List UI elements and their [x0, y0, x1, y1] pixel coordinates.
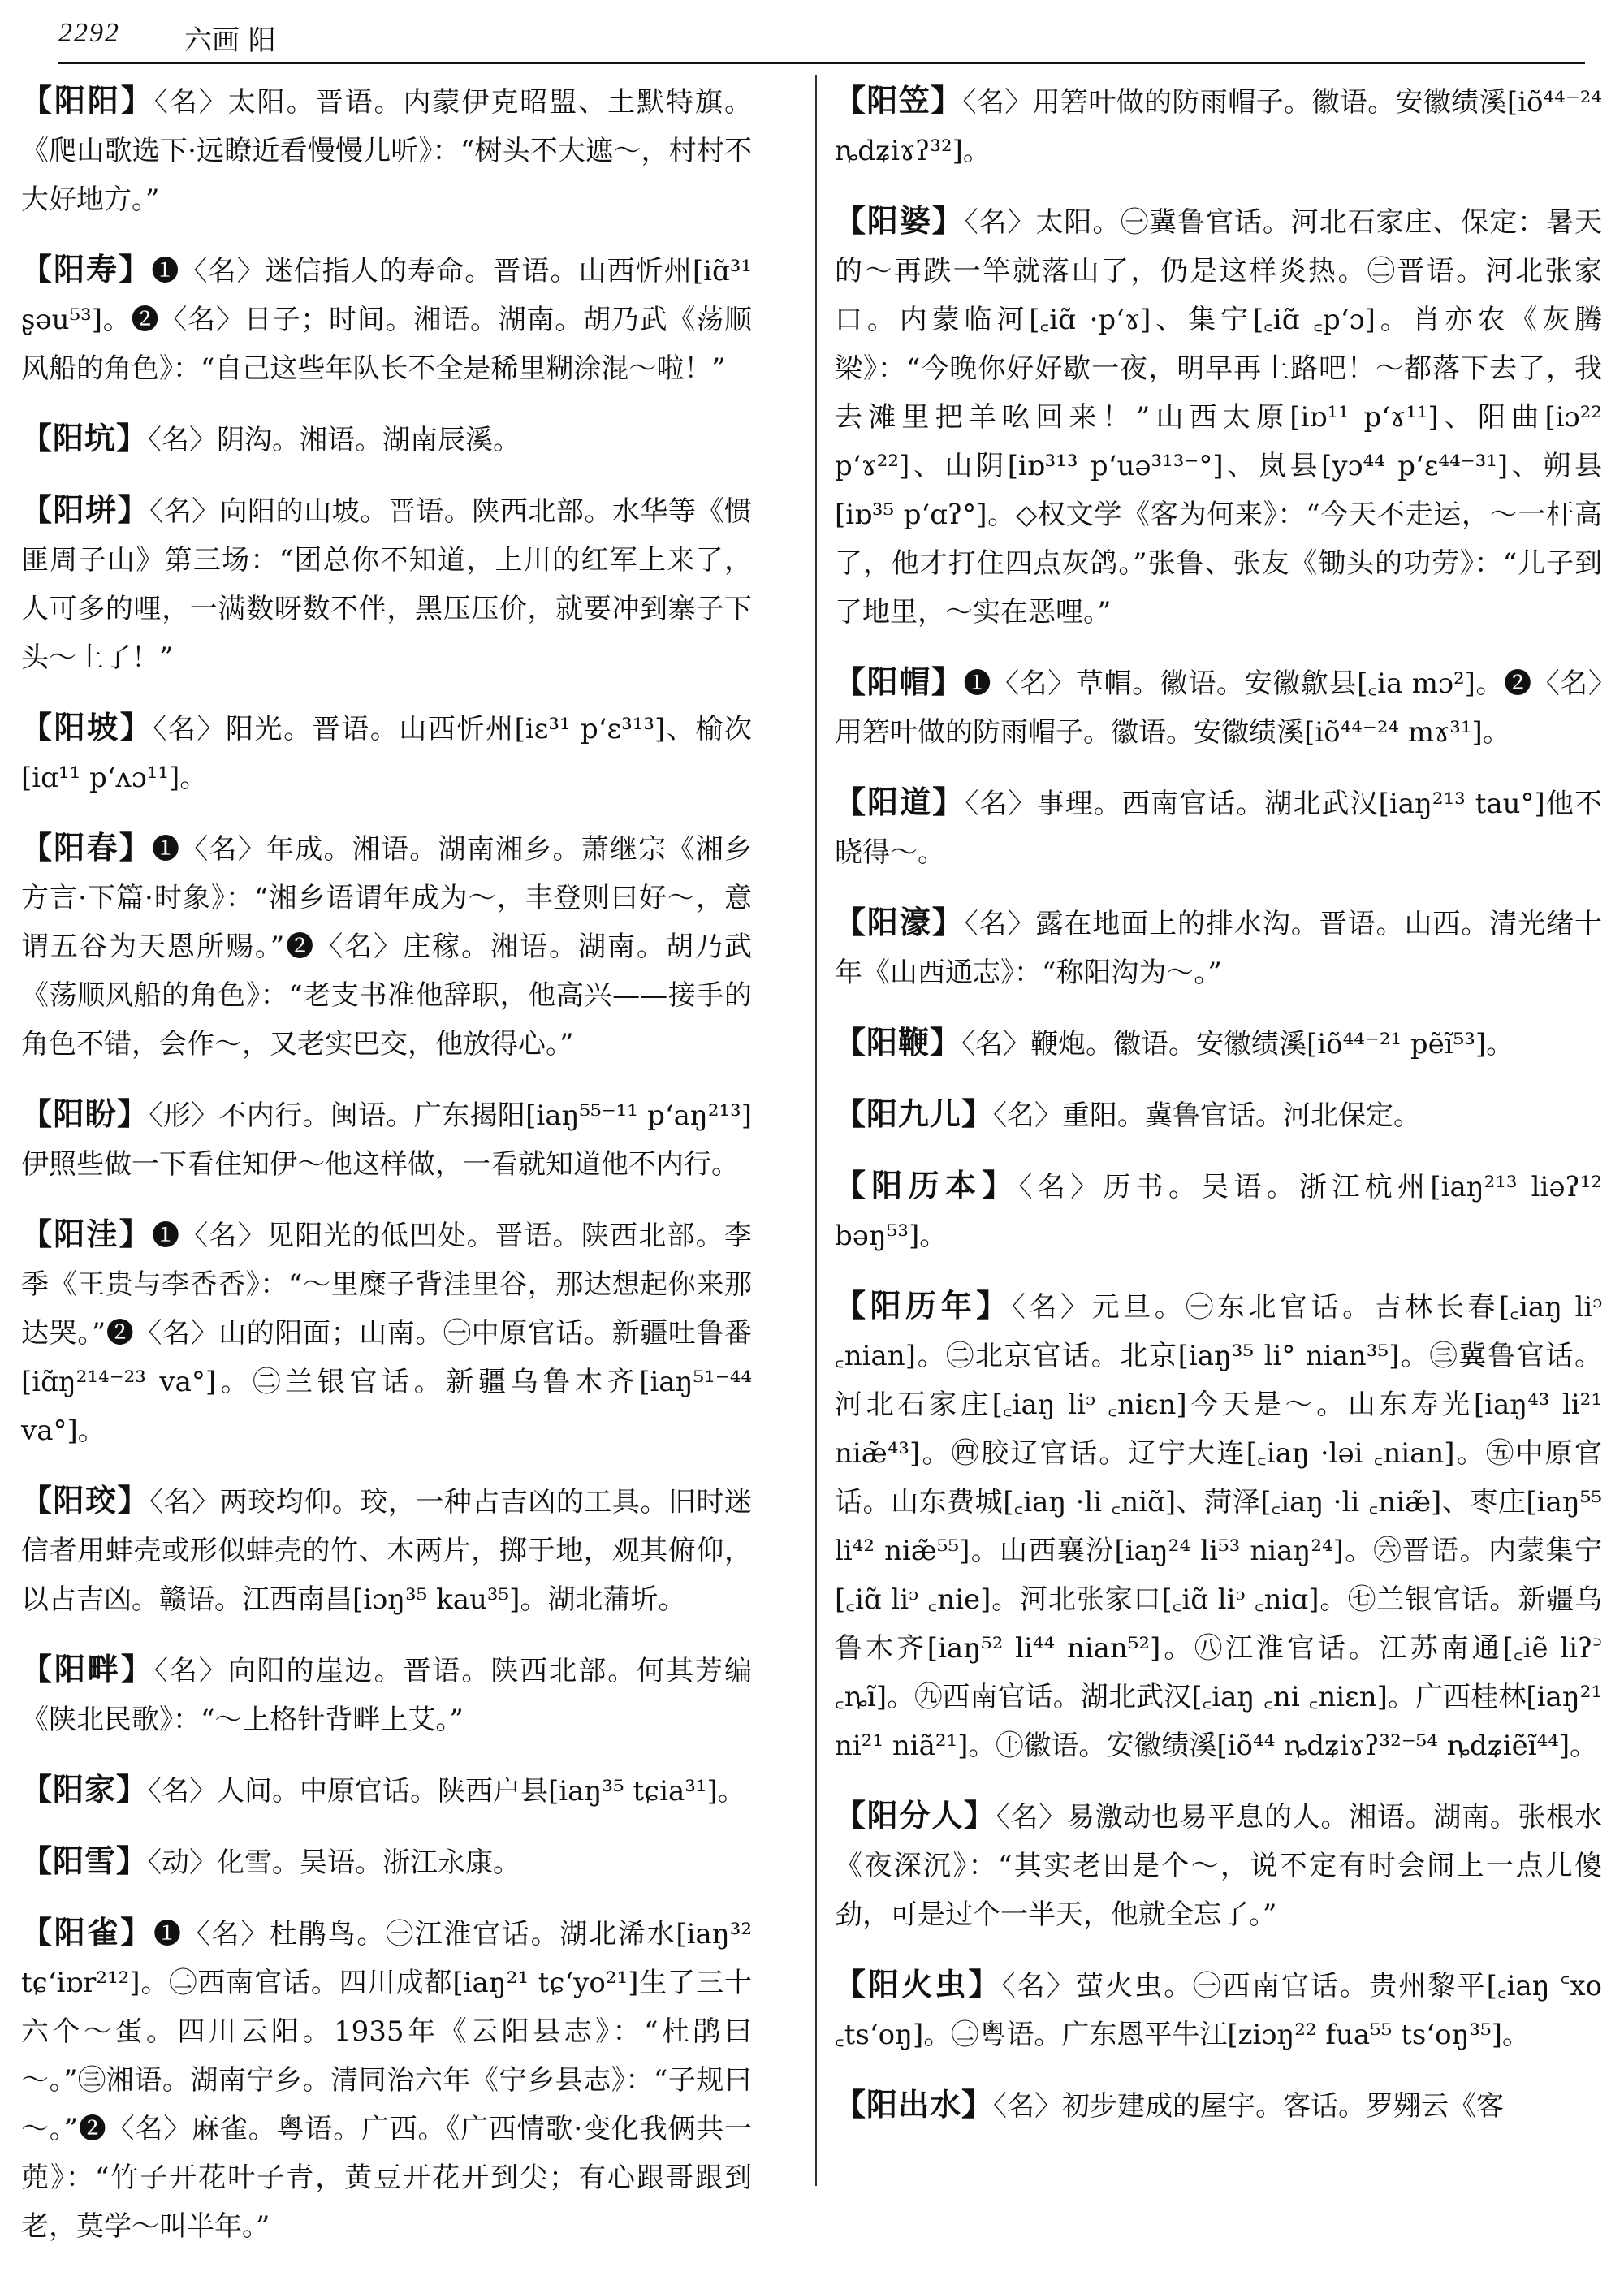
entry-headword: 【阳九儿】 [835, 1095, 994, 1132]
dictionary-entry [835, 197, 1602, 637]
dictionary-entry [21, 1837, 752, 1887]
dictionary-entry [835, 2080, 1602, 2131]
entry-headword: 【阳垪】 [21, 491, 150, 528]
entry-headword: 【阳春】 [21, 829, 152, 866]
entry-definition: ❶〈名〉杜鹃鸟。㊀江淮官话。湖北浠水[iaŋ³² tɕ‘iɒr²¹²]。㊁西南官话。四川成都[iaŋ²¹ tɕ‘yo²¹]生了三十六个～蛋。四川云阳。1935年《云阳县志》：“杜鹃曰～。”㊂湘语。湖南宁乡。清同治六年《宁乡县志》：“子规曰～。”❷〈名〉麻雀。粤语。广西。《广西情歌·变化我俩共一蔸》：“竹子开花叶子青，黄豆开花开到尖；有心跟哥跟到老，莫学～叫半年。” [21, 1918, 752, 2243]
entry-headword: 【阳婆】 [835, 202, 965, 239]
entry-definition: 〈名〉露在地面上的排水沟。晋语。山西。清光绪十年《山西通志》：“称阳沟为～。” [835, 908, 1602, 989]
dictionary-entry [21, 1090, 752, 1189]
entry-definition: 〈名〉太阳。㊀冀鲁官话。河北石家庄、保定：暑天的～再跌一竿就落山了，仍是这样炎热。㊁晋语。河北张家口。内蒙临河[꜀iɑ̃ ·p‘ɤ]、集宁[꜀iɑ̃ ꜀p‘ɔ]。肖亦农《灰腾梁》：“今晚你好好歇一夜，明早再上路吧！～都落下去了，我去滩里把羊吆回来！”山西太原[iɒ¹¹ p‘ɤ¹¹]、阳曲[iɔ²² p‘ɤ²²]、山阴[iɒ³¹³ p‘uə³¹³⁻°]、岚县[yɔ⁴⁴ p‘ɛ⁴⁴⁻³¹]、朔县[iɒ³⁵ p‘ɑʔ°]。◇权文学《客为何来》：“今天不走运，～一杆高了，他才打住四点灰鸽。”张鲁、张友《锄头的功劳》：“儿子到了地里，～实在恶哩。” [835, 206, 1602, 628]
entry-definition: ❶〈名〉草帽。徽语。安徽歙县[꜀ia mɔ²]。❷〈名〉用箬叶做的防雨帽子。徽语。安徽绩溪[iõ⁴⁴⁻²⁴ mɤ³¹]。 [835, 667, 1602, 749]
right-column [835, 76, 1602, 2152]
dictionary-entry [21, 703, 752, 802]
entry-definition: 〈名〉萤火虫。㊀西南官话。贵州黎平[꜀iaŋ ꜂xo ꜀ts‘oŋ]。㊁粤语。广东恩平牛江[ziɔŋ²² fua⁵⁵ ts‘oŋ³⁵]。 [835, 1970, 1602, 2051]
page-number: 2292 [58, 18, 120, 48]
entry-definition: 〈名〉重阳。冀鲁官话。河北保定。 [993, 1099, 1422, 1132]
entry-definition: 〈名〉人间。中原官话。陕西户县[iaŋ³⁵ tɕia³¹]。 [148, 1775, 745, 1808]
dictionary-entry [835, 1791, 1602, 1939]
entry-headword: 【阳坡】 [21, 709, 153, 745]
entry-headword: 【阳寿】 [21, 251, 152, 287]
dictionary-entry [835, 1090, 1602, 1140]
entry-headword: 【阳濠】 [835, 904, 965, 940]
dictionary-entry [835, 1281, 1602, 1770]
entry-definition: ❶〈名〉见阳光的低凹处。晋语。陕西北部。李季《王贵与李香香》：“～里糜子背洼里谷，那达想起你来那达哭。”❷〈名〉山的阳面；山南。㊀中原官话。新疆吐鲁番[iɑ̃ŋ²¹⁴⁻²³ va°]。㊁兰银官话。新疆乌鲁木齐[iaŋ⁵¹⁻⁴⁴ va°]。 [21, 1220, 752, 1447]
entry-definition: 〈名〉初步建成的屋宇。客话。罗翙云《客 [993, 2090, 1505, 2123]
entry-definition: 〈名〉向阳的山坡。晋语。陕西北部。水华等《惯匪周子山》第三场：“团总你不知道，上川的红军上来了，人可多的哩，一满数呀数不伴，黑压压价，就要冲到寨子下头～上了！” [21, 495, 752, 674]
dictionary-entry [835, 1161, 1602, 1260]
entry-headword: 【阳盼】 [21, 1095, 149, 1132]
entry-headword: 【阳分人】 [835, 1797, 996, 1834]
entry-headword: 【阳帽】 [835, 663, 964, 700]
entry-headword: 【阳历年】 [835, 1287, 1012, 1324]
dictionary-entry [21, 245, 752, 393]
entry-definition: 〈名〉太阳。晋语。内蒙伊克昭盟、土默特旗。《爬山歌选下·远瞭近看慢慢儿听》：“树头不大遮～，村村不大好地方。” [21, 86, 752, 216]
dictionary-entry [21, 1210, 752, 1455]
entry-definition: 〈名〉向阳的崖边。晋语。陕西北部。何其芳编《陕北民歌》：“～上格针背畔上艾。” [21, 1655, 752, 1736]
entry-headword: 【阳出水】 [835, 2086, 994, 2123]
header-rule [58, 62, 1585, 64]
entry-definition: 〈名〉历书。吴语。浙江杭州[iaŋ²¹³ liəʔ¹² bəŋ⁵³]。 [835, 1171, 1602, 1252]
entry-headword: 【阳雀】 [21, 1914, 153, 1950]
dictionary-entry [21, 76, 752, 224]
dictionary-entry [835, 898, 1602, 997]
dictionary-entry [835, 76, 1602, 175]
page-header [58, 18, 1585, 67]
entry-definition: 〈名〉阳光。晋语。山西忻州[iɛ³¹ p‘ɛ³¹³]、榆次[iɑ¹¹ p‘ʌɔ¹¹]。 [21, 713, 752, 794]
left-column [21, 76, 752, 2272]
entry-definition: 〈动〉化雪。吴语。浙江永康。 [148, 1847, 521, 1879]
dictionary-entry [21, 1908, 752, 2251]
dictionary-entry [21, 1645, 752, 1744]
entry-headword: 【阳珓】 [21, 1482, 150, 1518]
entry-headword: 【阳火虫】 [835, 1966, 1002, 2002]
dictionary-entry [835, 778, 1602, 877]
entry-headword: 【阳雪】 [21, 1842, 149, 1879]
entry-headword: 【阳道】 [835, 784, 965, 820]
dictionary-entry [21, 823, 752, 1069]
entry-definition: 〈名〉鞭炮。徽语。安徽绩溪[iõ⁴⁴⁻²¹ pẽĩ⁵³]。 [961, 1028, 1514, 1060]
dictionary-entry [835, 1018, 1602, 1069]
entry-definition: ❶〈名〉迷信指人的寿命。晋语。山西忻州[iɑ̃³¹ ʂəu⁵³]。❷〈名〉日子；时间。湘语。湖南。胡乃武《荡顺风船的角色》：“自己这些年队长不全是稀里糊涂混～啦！” [21, 255, 752, 385]
entry-definition: 〈名〉阴沟。湘语。湖南辰溪。 [148, 424, 521, 456]
dictionary-entry [21, 486, 752, 682]
section-label: 六画 阳 [184, 24, 276, 57]
dictionary-entry [21, 414, 752, 464]
entry-definition: 〈名〉易激动也易平息的人。湘语。湖南。张根水《夜深沉》：“其实老田是个～，说不定有时会闹上一点儿傻劲，可是过个一半天，他就全忘了。” [835, 1801, 1602, 1931]
entry-definition: 〈名〉两珓均仰。珓，一种占吉凶的工具。旧时迷信者用蚌壳或形似蚌壳的竹、木两片，掷于地，观其俯仰，以占吉凶。赣语。江西南昌[iɔŋ³⁵ kau³⁵]。湖北蒲圻。 [21, 1486, 752, 1616]
entry-headword: 【阳家】 [21, 1771, 149, 1808]
entry-headword: 【阳历本】 [835, 1167, 1019, 1203]
entry-definition: 〈名〉事理。西南官话。湖北武汉[iaŋ²¹³ tau°]他不晓得～。 [835, 788, 1602, 869]
dictionary-entry [21, 1476, 752, 1624]
entry-headword: 【阳畔】 [21, 1651, 154, 1687]
dictionary-entry [835, 1960, 1602, 2059]
dictionary-entry [835, 658, 1602, 757]
dictionary-entry [21, 1765, 752, 1816]
entry-headword: 【阳鞭】 [835, 1024, 962, 1060]
entry-definition: 〈名〉用箬叶做的防雨帽子。徽语。安徽绩溪[iõ⁴⁴⁻²⁴ ȵdʑiɤʔ³²]。 [835, 86, 1602, 167]
entry-headword: 【阳洼】 [21, 1216, 152, 1252]
entry-definition: 〈名〉元旦。㊀东北官话。吉林长春[꜀iaŋ liᵓ ꜀nian]。㊁北京官话。北京[iaŋ³⁵ li° nian³⁵]。㊂冀鲁官话。河北石家庄[꜀iaŋ liᵓ ꜀niɛn]今天是～。山东寿光[iaŋ⁴³ li²¹ niæ̃⁴³]。㊃胶辽官话。辽宁大连[꜀iaŋ ·ləi ꜀nian]。㊄中原官话。山东费城[꜀iaŋ ·li ꜀niɑ̃]、菏泽[꜀iaŋ ·li ꜀niæ̃]、枣庄[iaŋ⁵⁵ li⁴² niæ̃⁵⁵]。山西襄汾[iaŋ²⁴ li⁵³ niaŋ²⁴]。㊅晋语。内蒙集宁[꜀iɑ̃ liᵓ ꜀nie]。河北张家口[꜀iɑ̃ liᵓ ꜀niɑ]。㊆兰银官话。新疆乌鲁木齐[iaŋ⁵² li⁴⁴ nian⁵²]。㊇江淮官话。江苏南通[꜀iẽ liʔ꜄ ꜀ȵĩ]。㊈西南官话。湖北武汉[꜀iaŋ ꜀ni ꜀niɛn]。广西桂林[iaŋ²¹ ni²¹ niã²¹]。㊉徽语。安徽绩溪[iõ⁴⁴ ȵdʑiɤʔ³²⁻⁵⁴ ȵdʑiẽĩ⁴⁴]。 [835, 1291, 1602, 1762]
entry-headword: 【阳笠】 [835, 82, 963, 119]
entry-definition: ❶〈名〉年成。湘语。湖南湘乡。萧继宗《湘乡方言·下篇·时象》：“湘乡语谓年成为～，丰登则曰好～，意谓五谷为天恩所赐。”❷〈名〉庄稼。湘语。湖南。胡乃武《荡顺风船的角色》：“老支书准他辞职，他高兴——接手的角色不错，会作～，又老实巴交，他放得心。” [21, 833, 752, 1060]
entry-headword: 【阳阳】 [21, 82, 154, 119]
column-divider [815, 75, 817, 2186]
entry-definition: 〈形〉不内行。闽语。广东揭阳[iaŋ⁵⁵⁻¹¹ p‘aŋ²¹³]伊照些做一下看住知伊～他这样做，一看就知道他不内行。 [21, 1099, 752, 1181]
entry-headword: 【阳坑】 [21, 420, 149, 456]
